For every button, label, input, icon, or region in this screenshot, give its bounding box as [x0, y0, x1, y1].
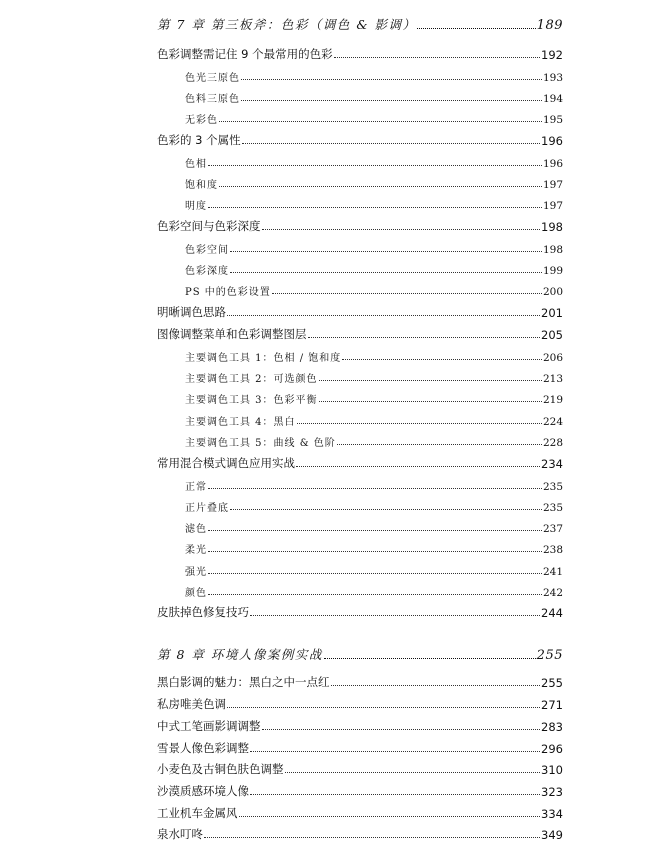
entry-title: 泉水叮咚 — [157, 827, 203, 841]
dot-leader — [230, 272, 542, 273]
entry-title: 饱和度 — [185, 180, 218, 191]
dot-leader — [319, 380, 542, 381]
entry-page: 219 — [542, 394, 563, 406]
dot-leader — [227, 707, 540, 708]
toc-entry — [157, 128, 563, 148]
entry-page: 234 — [541, 457, 563, 471]
toc-subentry — [185, 408, 563, 428]
entry-page: 197 — [542, 179, 563, 191]
entry-page: 242 — [542, 587, 563, 599]
entry-title: 正片叠底 — [185, 503, 229, 514]
entry-title: 主要调色工具 5：曲线 & 色阶 — [185, 438, 336, 449]
entry-title: 主要调色工具 2：可选颜色 — [185, 374, 318, 385]
entry-page: 334 — [541, 807, 563, 821]
entry-title: 正常 — [185, 482, 207, 493]
entry-page: 196 — [542, 158, 563, 170]
entry-title: 工业机车金属风 — [157, 806, 238, 820]
entry-page: 271 — [541, 698, 563, 712]
entry-page: 224 — [542, 416, 563, 428]
entry-page: 199 — [542, 265, 563, 277]
entry-page: 235 — [542, 502, 563, 514]
entry-page: 194 — [542, 93, 563, 105]
dot-leader — [208, 165, 542, 166]
entry-title: 色彩的 3 个属性 — [157, 133, 241, 147]
entry-title: PS 中的色彩设置 — [185, 287, 271, 298]
chapter-title: 第 7 章 第三板斧：色彩（调色 & 影调） — [157, 17, 417, 32]
dot-leader — [324, 658, 536, 659]
dot-leader — [208, 207, 542, 208]
toc-subentry — [185, 536, 563, 556]
toc-entry — [157, 600, 563, 620]
entry-title: 色彩空间与色彩深度 — [157, 219, 261, 233]
dot-leader — [297, 423, 542, 424]
toc-subentry — [185, 236, 563, 256]
chapter-page: 189 — [536, 18, 563, 33]
toc-subentry — [185, 473, 563, 493]
entry-title: 色彩调整需记住 9 个最常用的色彩 — [157, 47, 333, 61]
entry-page: 205 — [541, 328, 563, 342]
dot-leader — [319, 401, 542, 402]
dot-leader — [331, 685, 541, 686]
entry-title: 色彩空间 — [185, 245, 229, 256]
dot-leader — [262, 729, 541, 730]
dot-leader — [230, 509, 542, 510]
entry-page: 200 — [542, 286, 563, 298]
entry-title: 色光三原色 — [185, 73, 240, 84]
toc-subentry — [185, 494, 563, 514]
dot-leader — [219, 121, 542, 122]
toc-entry — [157, 670, 563, 690]
toc-subentry — [185, 150, 563, 170]
entry-title: 主要调色工具 1：色相 / 饱和度 — [185, 353, 342, 364]
toc-subentry — [185, 171, 563, 191]
toc-subentry — [185, 579, 563, 599]
entry-title: 黑白影调的魅力：黑白之中一点红 — [157, 675, 330, 689]
toc-entry — [157, 757, 563, 777]
dot-leader — [250, 751, 540, 752]
entry-page: 193 — [542, 72, 563, 84]
entry-title: 明晰调色思路 — [157, 305, 226, 319]
toc-entry — [157, 214, 563, 234]
dot-leader — [208, 530, 542, 531]
entry-title: 柔光 — [185, 545, 207, 556]
entry-page: 241 — [542, 566, 563, 578]
chapter-heading — [157, 13, 563, 33]
toc-subentry — [185, 257, 563, 277]
entry-title: 私房唯美色调 — [157, 697, 226, 711]
toc-entry — [157, 779, 563, 799]
toc-subentry — [185, 515, 563, 535]
chapter-heading — [157, 643, 563, 663]
toc-entry — [157, 822, 563, 842]
dot-leader — [250, 794, 540, 795]
chapter-page: 255 — [536, 648, 563, 663]
entry-page: 228 — [542, 437, 563, 449]
entry-title: 色料三原色 — [185, 94, 240, 105]
dot-leader — [241, 79, 542, 80]
dot-leader — [241, 100, 542, 101]
dot-leader — [242, 143, 540, 144]
dot-leader — [262, 229, 541, 230]
toc-entry — [157, 801, 563, 821]
entry-page: 238 — [542, 544, 563, 556]
entry-page: 206 — [542, 352, 563, 364]
dot-leader — [208, 573, 542, 574]
dot-leader — [230, 251, 542, 252]
toc-entry — [157, 451, 563, 471]
entry-page: 198 — [541, 220, 563, 234]
dot-leader — [334, 57, 540, 58]
toc-subentry — [185, 558, 563, 578]
dot-leader — [239, 816, 541, 817]
dot-leader — [208, 594, 542, 595]
dot-leader — [219, 186, 542, 187]
dot-leader — [308, 337, 541, 338]
toc-subentry — [185, 386, 563, 406]
entry-title: 颜色 — [185, 588, 207, 599]
entry-title: 主要调色工具 4：黑白 — [185, 417, 296, 428]
entry-title: 皮肤掉色修复技巧 — [157, 605, 249, 619]
toc-subentry — [185, 192, 563, 212]
dot-leader — [227, 315, 540, 316]
entry-title: 强光 — [185, 567, 207, 578]
entry-title: 图像调整菜单和色彩调整图层 — [157, 327, 307, 341]
entry-page: 323 — [541, 785, 563, 799]
entry-page: 244 — [541, 606, 563, 620]
entry-title: 雪景人像色彩调整 — [157, 741, 249, 755]
dot-leader — [272, 293, 542, 294]
dot-leader — [250, 615, 540, 616]
entry-title: 明度 — [185, 201, 207, 212]
entry-page: 197 — [542, 200, 563, 212]
entry-title: 主要调色工具 3：色彩平衡 — [185, 395, 318, 406]
dot-leader — [208, 488, 542, 489]
dot-leader — [337, 444, 542, 445]
entry-page: 192 — [541, 48, 563, 62]
entry-page: 349 — [541, 828, 563, 842]
toc-subentry — [185, 278, 563, 298]
toc-entry — [157, 322, 563, 342]
dot-leader — [296, 466, 540, 467]
entry-page: 237 — [542, 523, 563, 535]
entry-page: 201 — [541, 306, 563, 320]
toc-entry — [157, 714, 563, 734]
chapter-title: 第 8 章 环境人像案例实战 — [157, 647, 323, 662]
entry-title: 沙漠质感环境人像 — [157, 784, 249, 798]
entry-title: 中式工笔画影调调整 — [157, 719, 261, 733]
toc-entry — [157, 736, 563, 756]
entry-title: 小麦色及古铜色肤色调整 — [157, 762, 284, 776]
toc-subentry — [185, 429, 563, 449]
entry-title: 常用混合模式调色应用实战 — [157, 456, 295, 470]
entry-page: 196 — [541, 134, 563, 148]
toc-subentry — [185, 365, 563, 385]
toc-subentry — [185, 344, 563, 364]
dot-leader — [208, 551, 542, 552]
entry-title: 滤色 — [185, 524, 207, 535]
entry-page: 213 — [542, 373, 563, 385]
dot-leader — [204, 837, 540, 838]
entry-page: 195 — [542, 114, 563, 126]
dot-leader — [417, 28, 535, 29]
entry-page: 310 — [541, 763, 563, 777]
entry-page: 283 — [541, 720, 563, 734]
entry-page: 255 — [541, 676, 563, 690]
entry-title: 无彩色 — [185, 115, 218, 126]
dot-leader — [342, 359, 542, 360]
dot-leader — [285, 772, 541, 773]
toc-subentry — [185, 64, 563, 84]
toc-entry — [157, 300, 563, 320]
entry-page: 235 — [542, 481, 563, 493]
entry-title: 色彩深度 — [185, 266, 229, 277]
toc-subentry — [185, 85, 563, 105]
entry-title: 色相 — [185, 159, 207, 170]
entry-page: 296 — [541, 742, 563, 756]
toc-subentry — [185, 106, 563, 126]
toc-entry — [157, 692, 563, 712]
entry-page: 198 — [542, 244, 563, 256]
toc-entry — [157, 42, 563, 62]
